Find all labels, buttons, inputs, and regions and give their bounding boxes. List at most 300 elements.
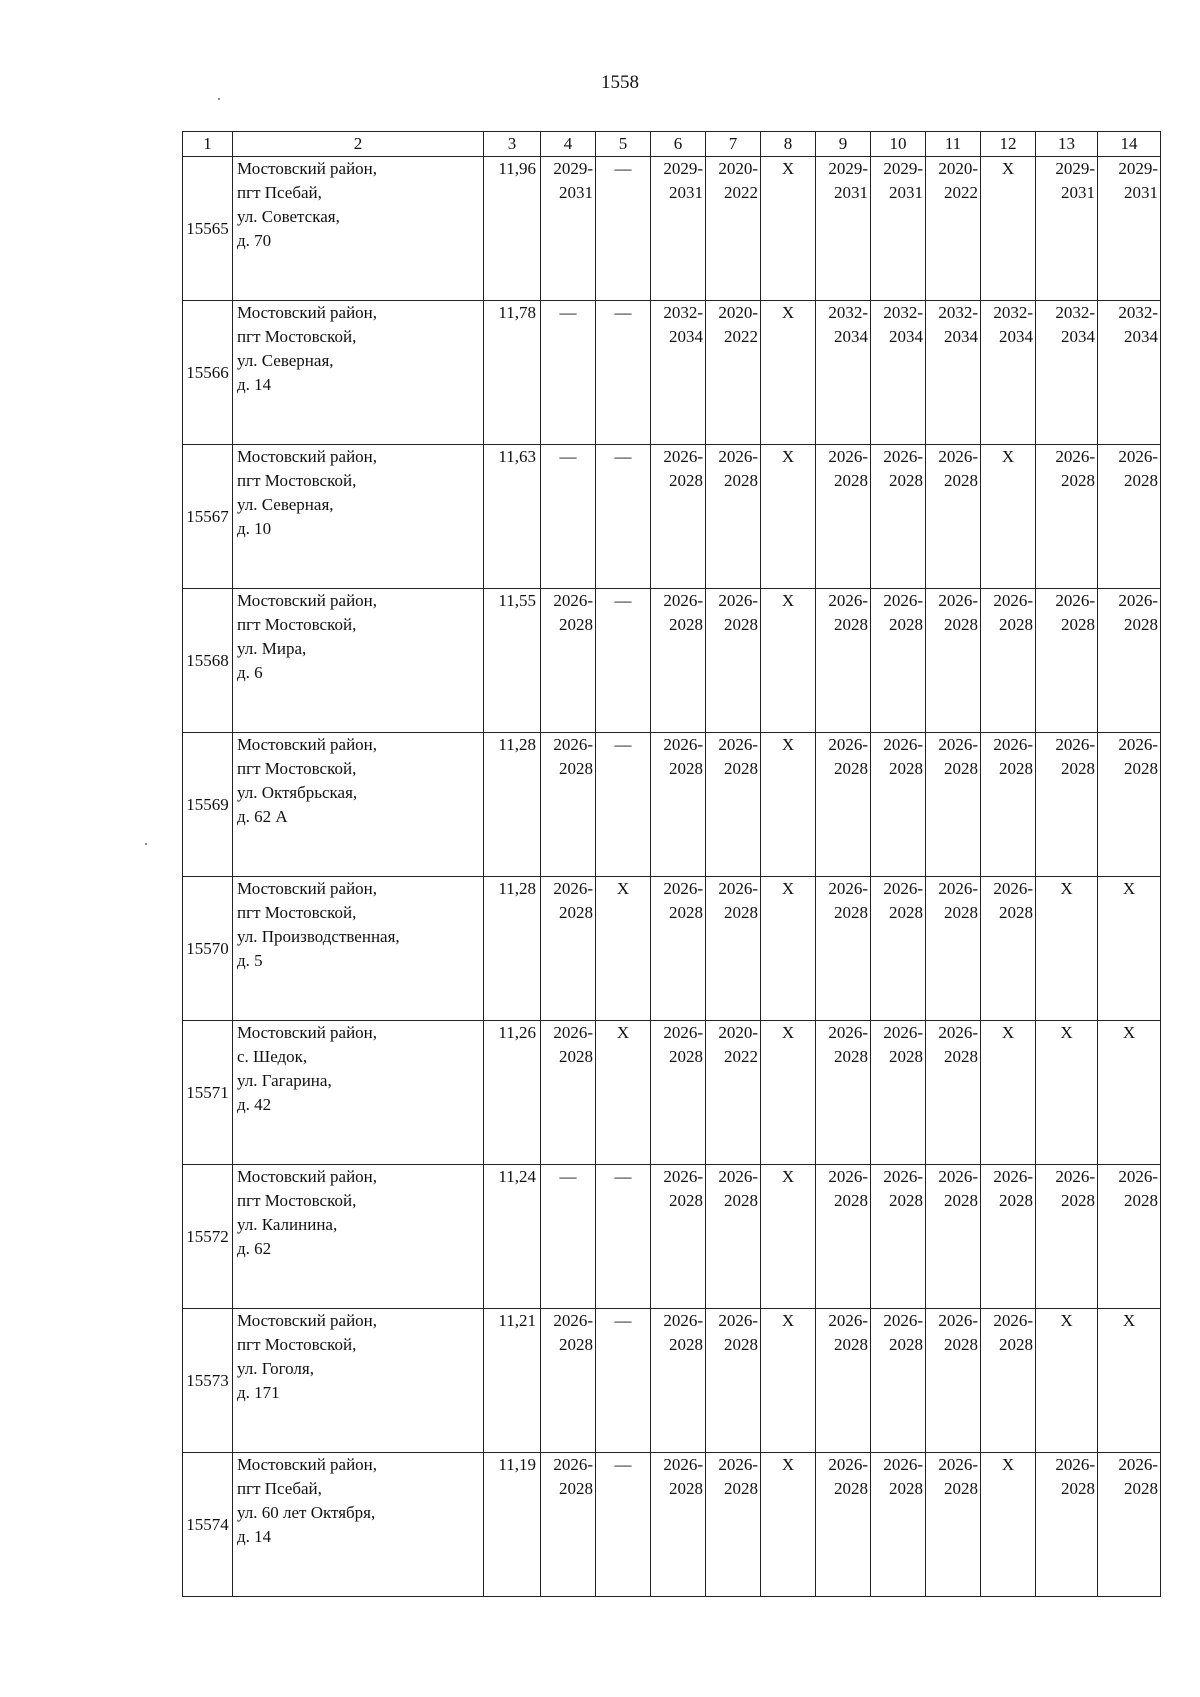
year-range-part: 2029-	[1118, 159, 1158, 178]
cell-mark: —	[559, 1167, 577, 1186]
year-range-part: 2026-	[663, 447, 703, 466]
term-cell-col-13	[1036, 589, 1098, 733]
term-cell-col-14	[1098, 1309, 1161, 1453]
year-range-part: 2026-	[828, 1311, 868, 1330]
year-range-part: 2026-	[1055, 1167, 1095, 1186]
cell-mark: Х	[616, 879, 630, 898]
term-cell-col-12	[981, 301, 1036, 445]
cell-mark: —	[559, 447, 577, 466]
column-header-3: 3	[484, 132, 541, 157]
year-range-part: 2028	[559, 759, 593, 778]
year-range-part: 2026-	[938, 1167, 978, 1186]
year-range-part: 2026-	[828, 591, 868, 610]
address-line: д. 5	[237, 951, 263, 970]
term-cell-col-7	[706, 301, 761, 445]
table-row	[183, 589, 1161, 733]
year-range-part: 2026-	[883, 1023, 923, 1042]
year-range-part: 2028	[1124, 1191, 1158, 1210]
row-number: 15566	[183, 301, 233, 445]
term-cell-col-6	[651, 157, 706, 301]
year-range-part: 2028	[889, 759, 923, 778]
cell-mark: Х	[781, 1455, 795, 1474]
term-cell-col-9	[816, 1165, 871, 1309]
address-cell	[233, 877, 484, 1021]
year-range-part: 2026-	[938, 591, 978, 610]
cell-mark: Х	[1060, 1311, 1073, 1330]
year-range-part: 2028	[889, 1479, 923, 1498]
year-range-part: 2028	[724, 471, 758, 490]
year-range-part: 2026-	[553, 1311, 593, 1330]
year-range-part: 2026-	[938, 1023, 978, 1042]
cell-mark: Х	[1001, 159, 1015, 178]
year-range-part: 2031	[559, 183, 593, 202]
cell-mark: Х	[781, 303, 795, 322]
year-range-part: 2028	[724, 903, 758, 922]
row-number: 15571	[183, 1021, 233, 1165]
year-range-part: 2026-	[718, 1455, 758, 1474]
year-range-part: 2034	[1124, 327, 1158, 346]
term-cell-col-8	[761, 1165, 816, 1309]
table-row	[183, 445, 1161, 589]
term-cell-col-9	[816, 877, 871, 1021]
cell-mark: Х	[781, 1167, 795, 1186]
term-cell-col-10	[871, 877, 926, 1021]
term-cell-col-6	[651, 1165, 706, 1309]
year-range-part: 2026-	[1118, 735, 1158, 754]
row-number: 15567	[183, 445, 233, 589]
year-range-part: 2028	[559, 1335, 593, 1354]
year-range-part: 2026-	[663, 1023, 703, 1042]
year-range-part: 2028	[944, 1047, 978, 1066]
table-row	[183, 733, 1161, 877]
term-cell-col-14	[1098, 877, 1161, 1021]
year-range-part: 2026-	[553, 1455, 593, 1474]
address-cell	[233, 1165, 484, 1309]
address-line: д. 42	[237, 1095, 272, 1114]
year-range-part: 2031	[834, 183, 868, 202]
year-range-part: 2026-	[1055, 447, 1095, 466]
year-range-part: 2028	[834, 615, 868, 634]
term-cell-col-10	[871, 445, 926, 589]
address-line: с. Шедок,	[237, 1047, 308, 1066]
year-range-part: 2026-	[993, 591, 1033, 610]
year-range-part: 2032-	[938, 303, 978, 322]
address-line: ул. Октябрьская,	[237, 783, 358, 802]
year-range-part: 2020-	[718, 159, 758, 178]
term-cell-col-12	[981, 157, 1036, 301]
term-cell-col-11	[926, 589, 981, 733]
term-cell-col-9	[816, 1021, 871, 1165]
table-row	[183, 301, 1161, 445]
term-cell-col-4	[541, 301, 596, 445]
term-cell-col-6	[651, 877, 706, 1021]
year-range-part: 2028	[669, 1191, 703, 1210]
year-range-part: 2031	[1124, 183, 1158, 202]
term-cell-col-10	[871, 589, 926, 733]
address-line: Мостовский район,	[237, 591, 378, 610]
term-cell-col-7	[706, 1165, 761, 1309]
cell-mark: Х	[1001, 1455, 1015, 1474]
cell-mark: Х	[781, 159, 795, 178]
year-range-part: 2028	[999, 1335, 1033, 1354]
row-number: 15574	[183, 1453, 233, 1597]
cell-mark: Х	[1122, 879, 1136, 898]
address-line: ул. Северная,	[237, 495, 334, 514]
year-range-part: 2026-	[938, 447, 978, 466]
year-range-part: 2026-	[553, 879, 593, 898]
term-cell-col-12	[981, 445, 1036, 589]
year-range-part: 2026-	[828, 879, 868, 898]
year-range-part: 2031	[889, 183, 923, 202]
year-range-part: 2028	[559, 615, 593, 634]
address-line: Мостовский район,	[237, 1023, 378, 1042]
term-cell-col-12	[981, 733, 1036, 877]
year-range-part: 2028	[669, 903, 703, 922]
term-cell-col-5	[596, 1309, 651, 1453]
term-cell-col-8	[761, 877, 816, 1021]
year-range-part: 2026-	[663, 1311, 703, 1330]
year-range-part: 2026-	[1055, 1455, 1095, 1474]
term-cell-col-10	[871, 157, 926, 301]
year-range-part: 2026-	[993, 1167, 1033, 1186]
address-line: ул. Советская,	[237, 207, 340, 226]
address-line: д. 6	[237, 663, 263, 682]
year-range-part: 2032-	[663, 303, 703, 322]
year-range-part: 2028	[834, 1047, 868, 1066]
year-range-part: 2034	[669, 327, 703, 346]
cell-mark: —	[614, 303, 632, 322]
term-cell-col-5	[596, 157, 651, 301]
year-range-part: 2028	[669, 1479, 703, 1498]
year-range-part: 2028	[724, 1479, 758, 1498]
year-range-part: 2020-	[718, 303, 758, 322]
year-range-part: 2032-	[828, 303, 868, 322]
year-range-part: 2028	[889, 615, 923, 634]
year-range-part: 2029-	[553, 159, 593, 178]
area-value: 11,63	[484, 445, 541, 589]
cell-mark: —	[559, 303, 577, 322]
year-range-part: 2028	[889, 471, 923, 490]
year-range-part: 2028	[669, 615, 703, 634]
address-line: ул. Северная,	[237, 351, 334, 370]
term-cell-col-12	[981, 877, 1036, 1021]
term-cell-col-12	[981, 1021, 1036, 1165]
year-range-part: 2026-	[828, 447, 868, 466]
term-cell-col-12	[981, 589, 1036, 733]
year-range-part: 2028	[999, 759, 1033, 778]
address-cell	[233, 1453, 484, 1597]
address-line: д. 62	[237, 1239, 272, 1258]
year-range-part: 2020-	[938, 159, 978, 178]
cell-mark: —	[614, 447, 632, 466]
row-number: 15568	[183, 589, 233, 733]
column-header-14: 14	[1098, 132, 1161, 157]
cell-mark: Х	[781, 447, 795, 466]
address-cell	[233, 589, 484, 733]
address-line: ул. Гоголя,	[237, 1359, 314, 1378]
year-range-part: 2026-	[828, 1167, 868, 1186]
address-line: Мостовский район,	[237, 159, 378, 178]
cell-mark: Х	[1001, 447, 1015, 466]
address-cell	[233, 1021, 484, 1165]
column-header-10: 10	[871, 132, 926, 157]
address-line: Мостовский район,	[237, 1455, 378, 1474]
year-range-part: 2028	[834, 1479, 868, 1498]
address-line: Мостовский район,	[237, 1311, 378, 1330]
year-range-part: 2026-	[828, 1455, 868, 1474]
term-cell-col-7	[706, 445, 761, 589]
year-range-part: 2028	[834, 759, 868, 778]
term-cell-col-10	[871, 1309, 926, 1453]
year-range-part: 2026-	[718, 735, 758, 754]
table-body	[183, 157, 1161, 1597]
table-row	[183, 877, 1161, 1021]
term-cell-col-5	[596, 445, 651, 589]
term-cell-col-11	[926, 1453, 981, 1597]
year-range-part: 2022	[944, 183, 978, 202]
term-cell-col-4	[541, 1021, 596, 1165]
cell-mark: Х	[1122, 1311, 1136, 1330]
address-line: д. 70	[237, 231, 272, 250]
address-line: пгт Мостовской,	[237, 759, 357, 778]
term-cell-col-4	[541, 877, 596, 1021]
year-range-part: 2029-	[883, 159, 923, 178]
year-range-part: 2026-	[1055, 591, 1095, 610]
area-value: 11,26	[484, 1021, 541, 1165]
cell-mark: —	[614, 591, 632, 610]
term-cell-col-8	[761, 589, 816, 733]
term-cell-col-13	[1036, 1165, 1098, 1309]
cell-mark: —	[614, 1455, 632, 1474]
year-range-part: 2032-	[883, 303, 923, 322]
address-line: Мостовский район,	[237, 1167, 378, 1186]
address-cell	[233, 157, 484, 301]
header-row	[183, 132, 1161, 157]
year-range-part: 2026-	[883, 1167, 923, 1186]
row-number: 15569	[183, 733, 233, 877]
term-cell-col-14	[1098, 1453, 1161, 1597]
year-range-part: 2028	[724, 1191, 758, 1210]
term-cell-col-7	[706, 1453, 761, 1597]
year-range-part: 2028	[944, 1191, 978, 1210]
year-range-part: 2026-	[938, 1455, 978, 1474]
address-line: ул. Гагарина,	[237, 1071, 332, 1090]
year-range-part: 2026-	[718, 879, 758, 898]
term-cell-col-4	[541, 589, 596, 733]
term-cell-col-8	[761, 157, 816, 301]
cell-mark: —	[614, 1167, 632, 1186]
year-range-part: 2026-	[663, 735, 703, 754]
row-number: 15570	[183, 877, 233, 1021]
scan-speck	[218, 98, 220, 100]
year-range-part: 2028	[1061, 615, 1095, 634]
term-cell-col-11	[926, 877, 981, 1021]
term-cell-col-5	[596, 1165, 651, 1309]
table-row	[183, 1453, 1161, 1597]
column-header-11: 11	[926, 132, 981, 157]
term-cell-col-9	[816, 445, 871, 589]
area-value: 11,21	[484, 1309, 541, 1453]
term-cell-col-8	[761, 1453, 816, 1597]
year-range-part: 2026-	[993, 879, 1033, 898]
year-range-part: 2026-	[718, 591, 758, 610]
year-range-part: 2026-	[938, 735, 978, 754]
term-cell-col-12	[981, 1165, 1036, 1309]
address-cell	[233, 733, 484, 877]
column-header-1: 1	[183, 132, 233, 157]
area-value: 11,24	[484, 1165, 541, 1309]
area-value: 11,96	[484, 157, 541, 301]
address-line: пгт Мостовской,	[237, 903, 357, 922]
term-cell-col-8	[761, 301, 816, 445]
column-header-9: 9	[816, 132, 871, 157]
year-range-part: 2031	[669, 183, 703, 202]
year-range-part: 2029-	[828, 159, 868, 178]
year-range-part: 2026-	[553, 591, 593, 610]
term-cell-col-9	[816, 589, 871, 733]
term-cell-col-10	[871, 733, 926, 877]
year-range-part: 2028	[1061, 1191, 1095, 1210]
year-range-part: 2028	[669, 1335, 703, 1354]
term-cell-col-8	[761, 1309, 816, 1453]
address-line: д. 14	[237, 1527, 272, 1546]
cell-mark: Х	[1060, 879, 1073, 898]
column-header-7: 7	[706, 132, 761, 157]
year-range-part: 2026-	[883, 1455, 923, 1474]
year-range-part: 2028	[669, 1047, 703, 1066]
year-range-part: 2026-	[883, 735, 923, 754]
cell-mark: Х	[781, 879, 795, 898]
year-range-part: 2026-	[828, 1023, 868, 1042]
year-range-part: 2028	[834, 903, 868, 922]
address-line: ул. 60 лет Октября,	[237, 1503, 376, 1522]
year-range-part: 2028	[1061, 759, 1095, 778]
address-line: Мостовский район,	[237, 303, 378, 322]
year-range-part: 2028	[944, 903, 978, 922]
term-cell-col-14	[1098, 157, 1161, 301]
term-cell-col-11	[926, 1165, 981, 1309]
term-cell-col-12	[981, 1453, 1036, 1597]
term-cell-col-6	[651, 301, 706, 445]
term-cell-col-14	[1098, 733, 1161, 877]
year-range-part: 2026-	[1055, 735, 1095, 754]
year-range-part: 2026-	[883, 591, 923, 610]
year-range-part: 2028	[1061, 1479, 1095, 1498]
column-header-4: 4	[541, 132, 596, 157]
year-range-part: 2026-	[1118, 447, 1158, 466]
area-value: 11,19	[484, 1453, 541, 1597]
term-cell-col-8	[761, 445, 816, 589]
year-range-part: 2028	[999, 615, 1033, 634]
term-cell-col-13	[1036, 445, 1098, 589]
term-cell-col-7	[706, 877, 761, 1021]
address-line: ул. Мира,	[237, 639, 307, 658]
area-value: 11,28	[484, 877, 541, 1021]
term-cell-col-13	[1036, 1453, 1098, 1597]
term-cell-col-4	[541, 157, 596, 301]
term-cell-col-13	[1036, 877, 1098, 1021]
address-line: пгт Мостовской,	[237, 471, 357, 490]
address-line: пгт Мостовской,	[237, 327, 357, 346]
year-range-part: 2026-	[993, 735, 1033, 754]
term-cell-col-7	[706, 1021, 761, 1165]
term-cell-col-10	[871, 1453, 926, 1597]
row-number: 15573	[183, 1309, 233, 1453]
year-range-part: 2026-	[828, 735, 868, 754]
cell-mark: —	[614, 735, 632, 754]
term-cell-col-5	[596, 733, 651, 877]
term-cell-col-14	[1098, 445, 1161, 589]
column-header-12: 12	[981, 132, 1036, 157]
cell-mark: Х	[616, 1023, 630, 1042]
year-range-part: 2026-	[553, 735, 593, 754]
year-range-part: 2026-	[883, 447, 923, 466]
cell-mark: Х	[1060, 1023, 1073, 1042]
cell-mark: —	[614, 159, 632, 178]
year-range-part: 2028	[1061, 471, 1095, 490]
cell-mark: Х	[781, 591, 795, 610]
term-cell-col-8	[761, 1021, 816, 1165]
cell-mark: Х	[1001, 1023, 1015, 1042]
year-range-part: 2026-	[1118, 591, 1158, 610]
term-cell-col-5	[596, 589, 651, 733]
registry-table	[182, 131, 1161, 1597]
year-range-part: 2032-	[1118, 303, 1158, 322]
year-range-part: 2028	[1124, 1479, 1158, 1498]
term-cell-col-9	[816, 1309, 871, 1453]
year-range-part: 2028	[999, 1191, 1033, 1210]
year-range-part: 2034	[889, 327, 923, 346]
year-range-part: 2028	[889, 903, 923, 922]
table-row	[183, 1309, 1161, 1453]
column-header-6: 6	[651, 132, 706, 157]
address-line: Мостовский район,	[237, 447, 378, 466]
address-line: пгт Мостовской,	[237, 1191, 357, 1210]
year-range-part: 2028	[559, 1479, 593, 1498]
column-header-2: 2	[233, 132, 484, 157]
term-cell-col-6	[651, 1453, 706, 1597]
term-cell-col-9	[816, 1453, 871, 1597]
year-range-part: 2026-	[663, 1455, 703, 1474]
term-cell-col-6	[651, 445, 706, 589]
term-cell-col-4	[541, 733, 596, 877]
address-cell	[233, 301, 484, 445]
year-range-part: 2029-	[663, 159, 703, 178]
year-range-part: 2034	[999, 327, 1033, 346]
year-range-part: 2032-	[1055, 303, 1095, 322]
address-cell	[233, 445, 484, 589]
term-cell-col-13	[1036, 157, 1098, 301]
year-range-part: 2028	[559, 1047, 593, 1066]
year-range-part: 2022	[724, 327, 758, 346]
term-cell-col-11	[926, 1309, 981, 1453]
term-cell-col-13	[1036, 301, 1098, 445]
term-cell-col-12	[981, 1309, 1036, 1453]
term-cell-col-5	[596, 1021, 651, 1165]
term-cell-col-11	[926, 445, 981, 589]
year-range-part: 2034	[834, 327, 868, 346]
term-cell-col-7	[706, 157, 761, 301]
cell-mark: Х	[781, 735, 795, 754]
year-range-part: 2028	[559, 903, 593, 922]
area-value: 11,28	[484, 733, 541, 877]
row-number: 15572	[183, 1165, 233, 1309]
year-range-part: 2026-	[938, 879, 978, 898]
column-header-8: 8	[761, 132, 816, 157]
year-range-part: 2026-	[938, 1311, 978, 1330]
term-cell-col-6	[651, 1309, 706, 1453]
year-range-part: 2026-	[993, 1311, 1033, 1330]
